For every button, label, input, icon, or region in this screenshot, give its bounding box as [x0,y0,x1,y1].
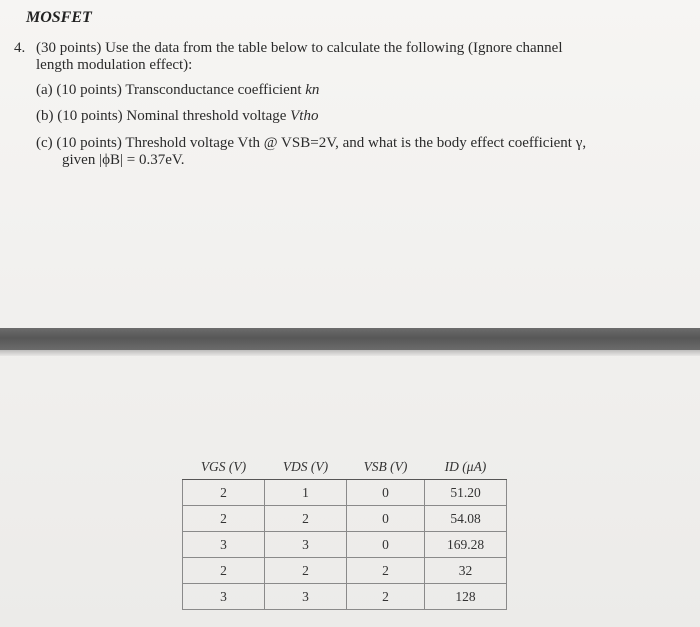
table-row [183,480,507,506]
table-header-row [183,455,507,480]
header-id: ID (μA) [425,455,507,480]
cell-id: 54.08 [425,506,507,532]
part-b-label: (b) [36,108,54,124]
cell-vsb: 2 [347,584,425,610]
cell-vds: 2 [265,558,347,584]
cell-vds: 3 [265,532,347,558]
part-a-points: (10 points) [56,82,122,98]
table-row [183,584,507,610]
cell-vsb: 0 [347,480,425,506]
table-row [183,558,507,584]
part-a-label: (a) [36,82,53,98]
page-divider-bar [0,328,700,350]
part-c-line2: given |ϕB| = 0.37eV. [62,152,185,168]
part-a-text: Transconductance coefficient [125,82,302,98]
question-number: 4. [14,40,26,56]
page-divider-shadow [0,350,700,356]
part-a [36,82,319,99]
cell-vsb: 0 [347,532,425,558]
part-c-label: (c) [36,135,53,151]
cell-vgs: 3 [183,532,265,558]
part-b [36,108,318,125]
cell-id: 51.20 [425,480,507,506]
cell-vsb: 2 [347,558,425,584]
cell-vds: 3 [265,584,347,610]
header-vds: VDS (V) [265,455,347,480]
header-vgs: VGS (V) [183,455,265,480]
table-row [183,532,507,558]
part-c-points: (10 points) [56,135,122,151]
part-b-points: (10 points) [57,108,123,124]
cell-vgs: 2 [183,506,265,532]
part-a-symbol: kn [305,82,320,98]
cell-id: 32 [425,558,507,584]
cell-vgs: 2 [183,480,265,506]
cell-id: 169.28 [425,532,507,558]
question-intro-line1: (30 points) Use the data from the table below to calculate the following (Ignore channel [36,40,563,56]
cell-vgs: 2 [183,558,265,584]
cell-vds: 2 [265,506,347,532]
part-b-symbol: Vtho [290,108,319,124]
table-row [183,506,507,532]
cell-vgs: 3 [183,584,265,610]
cell-vsb: 0 [347,506,425,532]
part-c-text-line1: Threshold voltage Vth @ VSB=2V, and what is the body effect coefficient γ, [125,135,587,151]
measurement-table [182,455,507,610]
section-heading: MOSFET [26,9,92,26]
question-intro-line2: length modulation effect): [36,57,193,73]
header-vsb: VSB (V) [347,455,425,480]
part-b-text: Nominal threshold voltage [126,108,287,124]
cell-id: 128 [425,584,507,610]
part-c-line1 [36,135,586,152]
cell-vds: 1 [265,480,347,506]
